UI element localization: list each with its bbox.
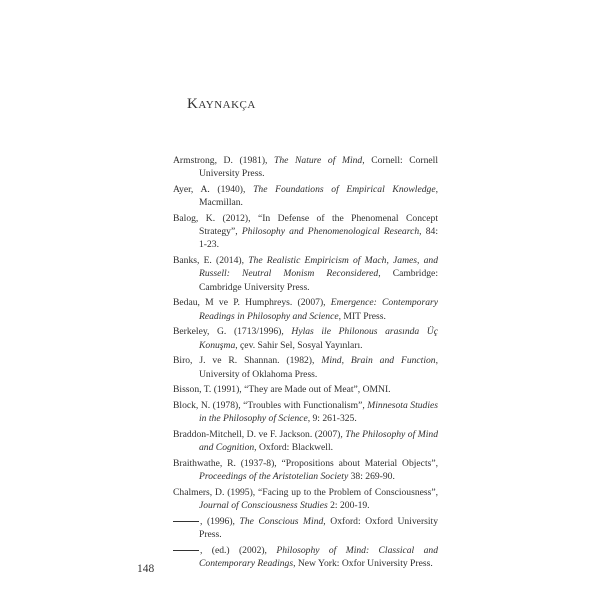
page-title: Kaynakça [187, 96, 256, 112]
reference-entry: Braithwathe, R. (1937-8), “Propositions about Material Objects”, Proceedings of the Aristotelian Society 38: 269-90. [173, 458, 438, 483]
reference-entry: Biro, J. ve R. Shannan. (1982), Mind, Brain and Function, University of Oklahoma Press. [173, 355, 438, 380]
reference-entry: , (1996), The Conscious Mind, Oxford: Oxford University Press. [173, 515, 438, 541]
reference-entry: Ayer, A. (1940), The Foundations of Empirical Knowledge, Macmillan. [173, 184, 438, 209]
page-number: 148 [137, 563, 155, 575]
reference-entry: Braddon-Mitchell, D. ve F. Jackson. (2007), The Philosophy of Mind and Cognition, Oxford: Blackwell. [173, 429, 439, 454]
reference-entry: Balog, K. (2012), “In Defense of the Phenomenal Concept Strategy”, Philosophy and Phenomenological Research, 84: 1-23. [173, 213, 439, 251]
reference-entry: Bedau, M ve P. Humphreys. (2007), Emergence: Contemporary Readings in Philosophy and Science, MIT Press. [173, 297, 438, 322]
repeat-author-dash [173, 521, 199, 522]
reference-entry: Banks, E. (2014), The Realistic Empiricism of Mach, James, and Russell: Neutral Monism Reconsidered, Cambridge: Cambridge University Press. [173, 255, 438, 293]
reference-entry: Block, N. (1978), “Troubles with Functionalism”, Minnesota Studies in the Philosophy of Science, 9: 261-325. [173, 400, 438, 425]
repeat-author-dash [173, 550, 199, 551]
reference-entry: Chalmers, D. (1995), “Facing up to the Problem of Consciousness”, Journal of Consciousness Studies 2: 200-19. [173, 487, 438, 512]
reference-entry: Bisson, T. (1991), “They are Made out of Meat”, OMNI. [173, 384, 391, 396]
reference-list [173, 154, 438, 573]
reference-entry: , (ed.) (2002), Philosophy of Mind: Classical and Contemporary Readings, New York: Oxfor University Press. [173, 544, 438, 570]
reference-entry: Armstrong, D. (1981), The Nature of Mind, Cornell: Cornell University Press. [173, 155, 439, 180]
reference-entry: Berkeley, G. (1713/1996), Hylas ile Philonous arasında Üç Konuşma, çev. Sahir Sel, Sosyal Yayınları. [173, 326, 438, 351]
